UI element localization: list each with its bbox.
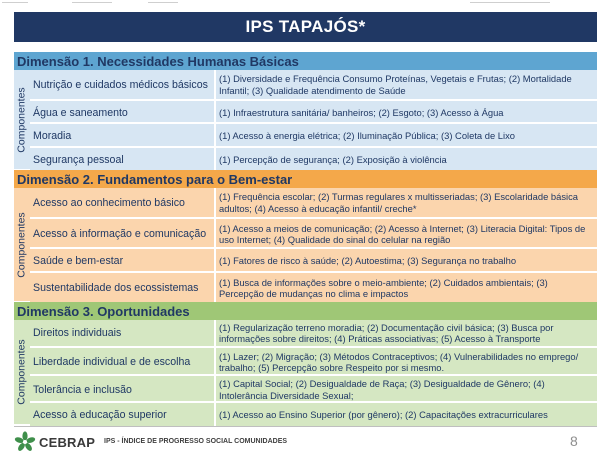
footer-caption: IPS - ÍNDICE DE PROGRESSO SOCIAL COMUNIDADES bbox=[104, 438, 288, 445]
component-label: Acesso ao conhecimento básico bbox=[30, 188, 216, 217]
indicators-text: (1) Frequência escolar; (2) Turmas regulares x multisseriadas; (3) Escolaridade básica adultos; (4) Acesso à educação infantil/ creche* bbox=[216, 188, 597, 217]
table-row bbox=[30, 188, 597, 217]
component-label: Tolerância e inclusão bbox=[30, 376, 216, 403]
dimension-1-table bbox=[14, 70, 597, 169]
component-label: Acesso à educação superior bbox=[30, 403, 216, 426]
components-side-label: Componentes bbox=[14, 320, 30, 424]
indicators-text: (1) Capital Social; (2) Desigualdade de Raça; (3) Desigualdade de Gênero; (4) Intolerância Diversidade Sexual; bbox=[216, 376, 597, 403]
components-side-label: Componentes bbox=[14, 188, 30, 301]
table-row bbox=[30, 70, 597, 99]
slide-title: IPS TAPAJÓS* bbox=[14, 12, 597, 42]
dimension-1-header: Dimensão 1. Necessidades Humanas Básicas bbox=[14, 52, 597, 70]
indicators-text: (1) Percepção de segurança; (2) Exposição à violência bbox=[216, 148, 597, 171]
table-row bbox=[30, 99, 597, 124]
component-label: Saúde e bem-estar bbox=[30, 249, 216, 273]
dimension-3-header: Dimensão 3. Oportunidades bbox=[14, 302, 597, 320]
table-row bbox=[30, 122, 597, 148]
component-label: Acesso à informação e comunicação bbox=[30, 219, 216, 249]
component-label: Direitos individuais bbox=[30, 320, 216, 346]
cebrap-leaf-icon bbox=[14, 431, 36, 453]
table-row bbox=[30, 247, 597, 273]
top-decoration bbox=[0, 0, 603, 12]
component-label: Moradia bbox=[30, 124, 216, 148]
indicators-text: (1) Acesso a meios de comunicação; (2) Acesso à Internet; (3) Literacia Digital: Tipos de uso Internet; (4) Qualidade do sinal do celular na região bbox=[216, 219, 597, 249]
indicators-text: (1) Diversidade e Frequência Consumo Proteínas, Vegetais e Frutas; (2) Mortalidade Infantil; (3) Qualidade atendimento de Saúde bbox=[216, 70, 597, 99]
component-label: Sustentabilidade dos ecossistemas bbox=[30, 273, 216, 303]
cebrap-logo bbox=[14, 431, 95, 453]
indicators-text: (1) Lazer; (2) Migração; (3) Métodos Contraceptivos; (4) Vulnerabilidades no emprego/ trabalho; (5) Percepção sobre Respeito por si mesmo. bbox=[216, 348, 597, 376]
component-label: Nutrição e cuidados médicos básicos bbox=[30, 70, 216, 99]
table-row bbox=[30, 346, 597, 376]
component-label: Segurança pessoal bbox=[30, 148, 216, 171]
table-row bbox=[30, 271, 597, 303]
indicators-text: (1) Busca de informações sobre o meio-ambiente; (2) Cuidados ambientais; (3) Percepção de mudanças no clima e impactos bbox=[216, 273, 597, 303]
table-row bbox=[30, 320, 597, 346]
dimension-2-header: Dimensão 2. Fundamentos para o Bem-estar bbox=[14, 170, 597, 188]
indicators-text: (1) Acesso à energia elétrica; (2) Iluminação Pública; (3) Coleta de Lixo bbox=[216, 124, 597, 148]
table-row bbox=[30, 217, 597, 249]
indicators-text: (1) Fatores de risco à saúde; (2) Autoestima; (3) Segurança no trabalho bbox=[216, 249, 597, 273]
indicators-text: (1) Infraestrutura sanitária/ banheiros; (2) Esgoto; (3) Acesso à Água bbox=[216, 101, 597, 124]
table-row bbox=[30, 146, 597, 171]
table-row bbox=[30, 401, 597, 426]
table-row bbox=[30, 374, 597, 403]
component-label: Liberdade individual e de escolha bbox=[30, 348, 216, 376]
logo-text: CEBRAP bbox=[39, 434, 96, 450]
indicators-text: (1) Regularização terreno moradia; (2) Documentação civil básica; (3) Busca por informações sobre direitos; (4) Práticas associativas; (5) Acesso à Transporte bbox=[216, 320, 597, 346]
component-label: Água e saneamento bbox=[30, 101, 216, 124]
dimension-2-table bbox=[14, 188, 597, 301]
indicators-text: (1) Acesso ao Ensino Superior (por gênero); (2) Capacitações extracurriculares bbox=[216, 403, 597, 426]
dimension-3-table bbox=[14, 320, 597, 424]
components-side-label: Componentes bbox=[14, 70, 30, 169]
page-number: 8 bbox=[570, 433, 578, 449]
footer-divider bbox=[14, 426, 597, 427]
